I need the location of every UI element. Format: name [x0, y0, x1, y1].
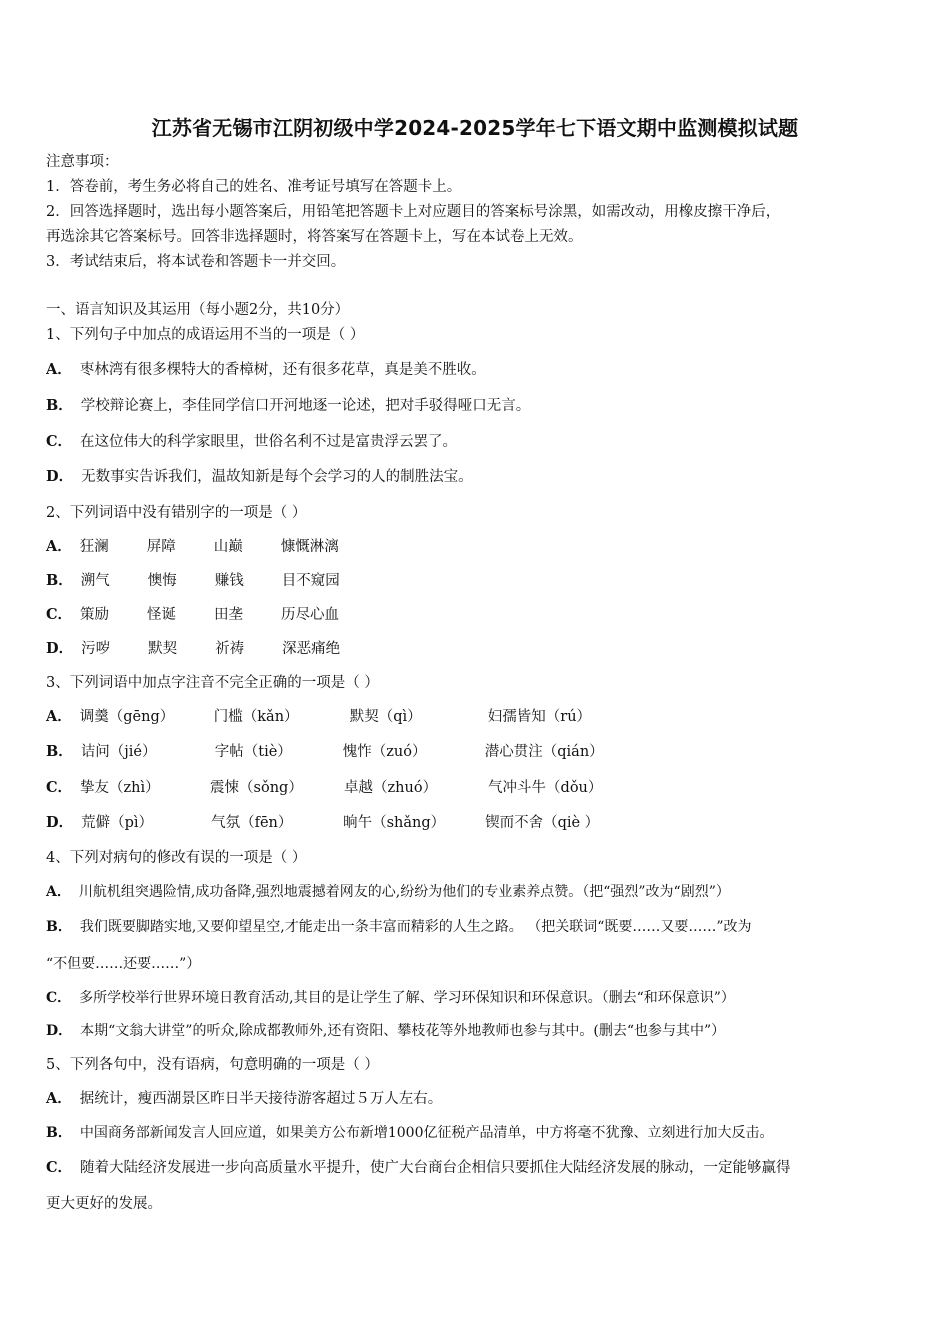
- q4-option-b-continued: “不但要……还要……”）: [46, 956, 201, 972]
- q4-option-d[interactable]: [46, 1021, 725, 1041]
- q2-option-d[interactable]: [46, 639, 340, 659]
- word: 狂澜: [79, 539, 109, 555]
- option-label: D．: [46, 1023, 73, 1039]
- option-label: A．: [46, 361, 72, 378]
- word: 晌午（shǎng）: [343, 815, 446, 831]
- word: 默契（qì）: [349, 709, 422, 725]
- question-1-stem: 1、下列句子中加点的成语运用不当的一项是（ ）: [46, 327, 365, 343]
- page-title: 江苏省无锡市江阴初级中学2024-2025学年七下语文期中监测模拟试题: [151, 116, 799, 140]
- word: 震悚（sǒng）: [210, 780, 303, 796]
- option-text: 本期“文翁大讲堂”的听众,除成都教师外,还有资阳、攀枝花等外地教师也参与其中。(删去“也参与其中”）: [80, 1023, 726, 1039]
- word: 策励: [80, 607, 110, 623]
- word: 山巅: [213, 539, 243, 555]
- word: 污哕: [81, 641, 111, 657]
- word: 挚友（zhì）: [80, 780, 160, 796]
- option-label: A．: [46, 884, 71, 900]
- word: 慷慨淋漓: [280, 539, 339, 555]
- section-heading: 一、语言知识及其运用（每小题2分，共10分）: [46, 302, 350, 318]
- word: 卓越（zhuó）: [344, 780, 438, 796]
- q5-option-b[interactable]: [46, 1123, 773, 1143]
- option-label: A．: [46, 538, 72, 555]
- q5-option-c-continued: 更大更好的发展。: [46, 1196, 162, 1212]
- word: 赚钱: [214, 573, 244, 589]
- q1-option-c[interactable]: [46, 432, 457, 452]
- q1-option-d[interactable]: [46, 467, 473, 487]
- q3-option-b[interactable]: [46, 742, 604, 762]
- option-label: A．: [46, 708, 72, 725]
- word: 气冲斗牛（dǒu）: [488, 780, 603, 796]
- option-text: 随着大陆经济发展进一步向高质量水平提升，使广大台商台企相信只要抓住大陆经济发展的脉动，一定能够赢得: [80, 1160, 791, 1176]
- option-text: 多所学校举行世界环境日教育活动,其目的是让学生了解、学习环保知识和环保意识。（删去“和环保意识”）: [79, 990, 735, 1006]
- word: 门槛（kǎn）: [213, 709, 299, 725]
- question-2-stem: 2、下列词语中没有错别字的一项是（ ）: [46, 505, 307, 521]
- option-label: C．: [46, 433, 73, 450]
- q1-option-b[interactable]: [46, 396, 530, 416]
- option-text: 在这位伟大的科学家眼里，世俗名利不过是富贵浮云罢了。: [80, 434, 458, 450]
- q3-option-a[interactable]: [46, 707, 591, 727]
- q3-option-c[interactable]: [46, 778, 602, 798]
- notice-item: 3．考试结束后，将本试卷和答题卡一并交回。: [46, 254, 346, 270]
- q4-option-c[interactable]: [46, 988, 735, 1008]
- word: 溯气: [80, 573, 110, 589]
- option-label: C．: [46, 1159, 73, 1176]
- option-text: 中国商务部新闻发言人回应道，如果美方公布新增1000亿征税产品清单，中方将毫不犹豫、立刻进行加大反击。: [79, 1125, 774, 1141]
- q5-option-a[interactable]: [46, 1089, 442, 1109]
- question-4-stem: 4、下列对病句的修改有误的一项是（ ）: [46, 850, 307, 866]
- word: 调羹（gēng）: [79, 709, 175, 725]
- option-label: B．: [46, 919, 72, 935]
- word: 妇孺皆知（rú）: [487, 709, 592, 725]
- word: 愧怍（zuó）: [342, 744, 427, 760]
- option-label: B．: [46, 397, 73, 414]
- q2-option-a[interactable]: [46, 537, 339, 557]
- option-text: 无数事实告诉我们，温故知新是每个会学习的人的制胜法宝。: [81, 469, 473, 485]
- option-label: B．: [46, 572, 73, 589]
- notice-heading: 注意事项：: [46, 154, 119, 170]
- word: 田垄: [214, 607, 244, 623]
- question-3-stem: 3、下列词语中加点字注音不完全正确的一项是（ ）: [46, 675, 379, 691]
- q4-option-a[interactable]: [46, 882, 730, 902]
- word: 字帖（tiè）: [214, 744, 292, 760]
- option-label: B．: [46, 1125, 72, 1141]
- q3-option-d[interactable]: [46, 813, 599, 833]
- option-text: 枣林湾有很多棵特大的香樟树，还有很多花草，真是美不胜收。: [79, 362, 486, 378]
- q2-option-b[interactable]: [46, 571, 340, 591]
- word: 历尽心血: [281, 607, 340, 623]
- option-text: 我们既要脚踏实地,又要仰望星空,才能走出一条丰富而精彩的人生之路。 （把关联词“既要……又要……”改为: [79, 919, 752, 935]
- option-label: C．: [46, 990, 72, 1006]
- notice-item: 再选涂其它答案标号。回答非选择题时，将答案写在答题卡上，写在本试卷上无效。: [46, 229, 583, 245]
- option-label: B．: [46, 743, 73, 760]
- q4-option-b[interactable]: [46, 917, 752, 937]
- word: 潜心贯注（qián）: [484, 744, 604, 760]
- word: 目不窥园: [281, 573, 340, 589]
- option-label: D．: [46, 640, 74, 657]
- word: 气氛（fēn）: [211, 815, 293, 831]
- word: 深恶痛绝: [282, 641, 341, 657]
- option-label: C．: [46, 779, 73, 796]
- q1-option-a[interactable]: [46, 360, 486, 380]
- option-label: D．: [46, 468, 74, 485]
- word: 怪诞: [147, 607, 177, 623]
- option-label: D．: [46, 814, 74, 831]
- q2-option-c[interactable]: [46, 605, 339, 625]
- option-label: A．: [46, 1090, 72, 1107]
- q5-option-c[interactable]: [46, 1158, 791, 1178]
- word: 祈祷: [215, 641, 245, 657]
- word: 默契: [148, 641, 178, 657]
- word: 诘问（jié）: [80, 744, 157, 760]
- notice-item: 2．回答选择题时，选出每小题答案后，用铅笔把答题卡上对应题目的答案标号涂黑，如需改动，用橡皮擦干净后，: [46, 204, 781, 220]
- word: 荒僻（pì）: [81, 815, 153, 831]
- question-5-stem: 5、下列各句中，没有语病，句意明确的一项是（ ）: [46, 1057, 379, 1073]
- word: 锲而不舍（qiè ）: [485, 815, 600, 831]
- option-text: 川航机组突遇险情,成功备降,强烈地震撼着网友的心,纷纷为他们的专业素养点赞。（把“强烈”改为“剧烈”）: [78, 884, 730, 900]
- word: 屏障: [146, 539, 176, 555]
- notice-item: 1．答卷前，考生务必将自己的姓名、准考证号填写在答题卡上。: [46, 179, 462, 195]
- option-text: 学校辩论赛上，李佳同学信口开河地逐一论述，把对手驳得哑口无言。: [80, 398, 531, 414]
- option-text: 据统计，瘦西湖景区昨日半天接待游客超过５万人左右。: [79, 1091, 443, 1107]
- option-label: C．: [46, 606, 73, 623]
- word: 懊悔: [147, 573, 177, 589]
